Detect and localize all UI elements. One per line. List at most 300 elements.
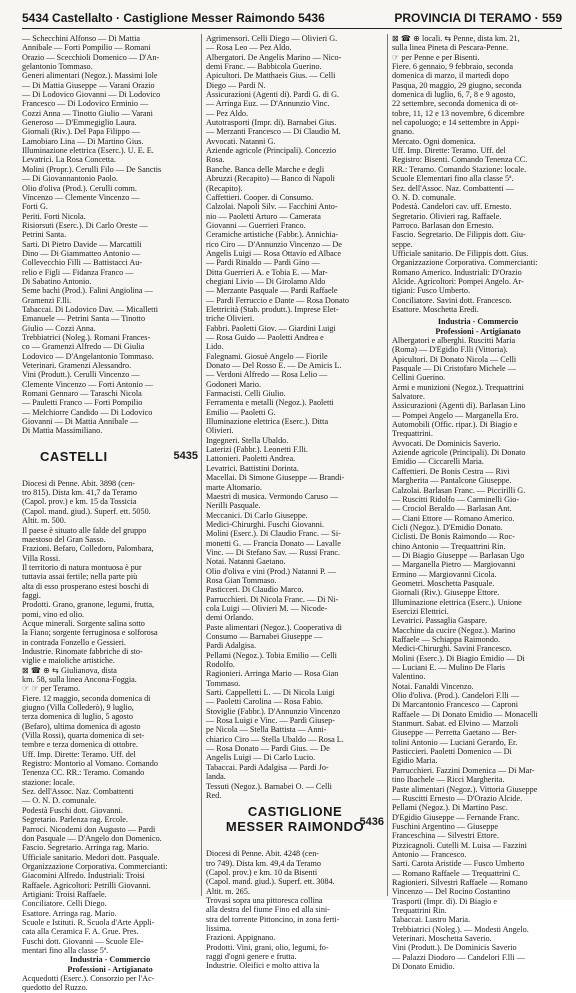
text-line: Di Mattia Massimiliano. bbox=[22, 426, 103, 436]
text-line: Romani Gennaro — Taraschi Nicola bbox=[22, 389, 142, 399]
text-line: RR.: Teramo. Comando Stazione: locale. bbox=[392, 164, 527, 174]
text-line: Fuschini Argentino — Giuseppe bbox=[392, 821, 499, 831]
text-line: Parrucchieri. Di Nicola Franc. — Di Ni- bbox=[206, 594, 339, 604]
text-line: Generoso — D'Emmegiglio Laura. bbox=[22, 118, 137, 128]
text-line: Altit. m. 500. bbox=[22, 516, 66, 526]
text-line: (Capol. mand. giud.). Superf. ett. 3084. bbox=[206, 877, 335, 887]
text-line: chiarico Ciro — Stella Ubaldo — Rosa L. bbox=[206, 734, 344, 744]
text-line: km. 58, sulla linea Ancona-Foggia. bbox=[22, 675, 137, 684]
text-line: Industrie. Rinomate fabbriche di sto- bbox=[22, 646, 143, 656]
banner-title: CASTELLI bbox=[40, 448, 108, 464]
text-line: Geometri. Moschetta Pasquale. bbox=[392, 578, 495, 588]
text-line: Red. bbox=[206, 790, 222, 800]
text-line: — Rosa Leo — Pez Aldo. bbox=[206, 43, 292, 53]
text-line: Banche. Banca delle Marche e degli bbox=[206, 164, 325, 174]
text-line: chegiani Livio — Di Girolamo Aldo bbox=[206, 276, 326, 286]
text-line: — Crociol Beraldo — Barlasan Ant. bbox=[392, 504, 512, 514]
castelli-listings bbox=[22, 974, 198, 993]
text-line: Petrini Santa. bbox=[22, 230, 67, 240]
text-line: Francesco — Di Lodovico Erminio — bbox=[22, 99, 149, 109]
text-line: Automobili (Offic. ripar.). Di Biagio e bbox=[392, 420, 518, 430]
header-title: 5434 Castellalto · Castiglione Messer Raimondo 5436 bbox=[22, 11, 325, 25]
text-line: — Rosa Donato — Pardi Gius. — De bbox=[206, 744, 330, 754]
text-line: nio — Paoletti Arturo — Camerata bbox=[206, 211, 321, 221]
text-line: co — Gramenzi Alfredo — Di Giulia bbox=[22, 342, 145, 352]
text-line: Notai. Natanni Gaetano. bbox=[206, 557, 286, 567]
text-line: Giuseppe — Perretta Gaetano — Ber- bbox=[392, 728, 517, 738]
text-line: Raffaele. Agricoltori: Petrilli Giovanni. bbox=[22, 880, 151, 890]
text-line: Ceramiche artistiche (Fabbr.). Annichia- bbox=[206, 230, 339, 240]
text-line: seppe. bbox=[392, 239, 413, 249]
text-line: Olio d'oliva. (Prod.). Candelori F.lli — bbox=[392, 691, 520, 701]
text-line: Di Sabatino Antonio. bbox=[22, 276, 92, 286]
text-line: Giulio — Cozzi Anna. bbox=[22, 323, 96, 333]
text-line: giugno (Villa Collederò), 9 luglio, bbox=[22, 703, 134, 713]
text-line: — Pompei Angelo — Marganella Ero. bbox=[392, 410, 519, 420]
text-line: Il paese è situato alle falde del gruppo bbox=[22, 525, 147, 535]
text-line: la Fiano; sorgente ferruginosa e solforosa bbox=[22, 628, 158, 638]
text-line: Macellai. Di Simone Giuseppe — Brandi- bbox=[206, 473, 345, 483]
text-line: Ingegneri. Stella Ubaldo. bbox=[206, 435, 289, 445]
text-line: Pellami (Negoz.). Tobia Emilio — Celli bbox=[206, 650, 337, 660]
text-line: — Pardi Ferruccio e Dante — Rosa Donato bbox=[206, 295, 350, 305]
column-left bbox=[22, 34, 198, 993]
text-line: Veterinari. Moschetta Saverio. bbox=[392, 934, 492, 943]
text-line: Di Marcantonio Francesco — Caproni bbox=[392, 700, 518, 710]
text-line: viglie e maioliche artistiche. bbox=[22, 656, 115, 666]
text-line: Pasticceri. Di Claudio Marco. bbox=[206, 585, 304, 595]
text-line: — Ruscitti Ernesto — D'Orazio Alcide. bbox=[392, 793, 523, 803]
castiglione-entry bbox=[206, 849, 384, 970]
text-line: tro 749). Dista km. 49,4 da Teramo bbox=[206, 858, 322, 868]
text-line: Illuminazione elettrica (Eserc.). Ditta bbox=[206, 417, 329, 427]
text-line: Diego — Pardi N. bbox=[206, 80, 266, 90]
running-header bbox=[22, 10, 562, 29]
text-line: Farmacisti. Celli Giulio. bbox=[206, 389, 286, 399]
text-line: Meccanici. Di Carlo Giuseppe. bbox=[206, 510, 308, 520]
text-line: Fascio. Segretario. De Filippis dott. Giu- bbox=[392, 230, 526, 240]
text-line: ⊠ ☎ ⊕ locali. ⇆ Penne, dista km. 21, bbox=[392, 34, 520, 43]
text-line: Ufficiale sanitario. De Filippis dott. Gius. bbox=[392, 248, 529, 258]
text-line: Sarti. Carota Aristide — Fusco Umberto bbox=[392, 859, 525, 869]
text-line: Giornali (Riv.). Del Papa Filippo — bbox=[22, 127, 140, 137]
text-line: Scuole e Istituti. R. Scuola d'Arte Appli- bbox=[22, 917, 155, 927]
text-line: Tabaccai. Di Lodovico Dav. — Micalletti bbox=[22, 304, 158, 314]
text-line: Fascio. Segretario. Arringa rag. Mario. bbox=[22, 843, 149, 853]
banner-title: CASTIGLIONE bbox=[247, 804, 343, 820]
text-line: — Schecchini Alfonso — Di Mattia bbox=[22, 34, 141, 43]
column-right bbox=[392, 34, 564, 972]
text-line: Calzolai. Napoli Silv. — Facchini Anto- bbox=[206, 202, 338, 212]
text-line: Giovanni — Guerrieri Franco. bbox=[206, 220, 306, 230]
text-line: Caffettieri. De Bonis Cestra — Rivi bbox=[392, 466, 510, 476]
text-line: — Melchiorre Candido — Di Lodovico bbox=[22, 407, 153, 417]
text-line: Segretario. Olivieri rag. Raffaele. bbox=[392, 211, 502, 221]
text-line: — Di Biagio Giuseppe — Barlasan Ugo bbox=[392, 550, 525, 560]
text-line: alla destra del fiume Fino ed alla sini- bbox=[206, 905, 330, 915]
text-line: Prodotti. Vini, grani, olio, legumi, fo- bbox=[206, 942, 329, 952]
text-line: Elettricità (Stab. produtt.). Imprese Elet- bbox=[206, 304, 339, 314]
text-line: Trebbiatrici (Noleg.). Romani Frances- bbox=[22, 333, 151, 342]
section-banner-castelli bbox=[22, 440, 198, 474]
text-line: (Capol. prov.) e km. 15 da Tossicia bbox=[22, 497, 137, 507]
text-line: Medici-Chirurghi. Savini Francesco. bbox=[392, 644, 512, 654]
text-line: Segretario. Parlenza rag. Ercole. bbox=[22, 815, 128, 825]
text-line: Vini (Produtt.). Cerulli Vincenzo — bbox=[22, 370, 140, 380]
text-line: Lido. bbox=[206, 342, 224, 352]
text-line: Olivieri. bbox=[206, 426, 234, 436]
text-line: Diocesi di Penne. Abit. 4248 (cen- bbox=[206, 849, 320, 859]
text-line: — Marganella Pietro — Margiovanni bbox=[392, 560, 516, 570]
text-line: Emilio — Paoletti G. bbox=[206, 407, 276, 417]
text-line: alta di esso prosperano estesi boschi di bbox=[22, 581, 149, 591]
text-line: Margherita — Pantalcone Giuseppe. bbox=[392, 476, 512, 486]
text-line: Franceschina — Silvestri Ettore. bbox=[392, 831, 499, 841]
text-line: Macchine da cucire (Negoz.). Marino bbox=[392, 625, 516, 635]
text-line: Laterizi (Fabbr.). Leonetti F.lli. bbox=[206, 445, 308, 455]
castelli-listings-continued bbox=[206, 34, 384, 800]
text-line: Levatrici. Passaglia Gaspare. bbox=[392, 616, 488, 626]
text-line: (Roma) — D'Egidio F.lli (Vittoria). bbox=[392, 345, 508, 355]
subsection-heading: Industria - Commercio bbox=[69, 955, 151, 965]
text-line: cata alla Ceramica F. A. Grue. Pres. bbox=[22, 927, 139, 937]
text-line: tobre, 11, 12 e 13 novembre, 6 dicembre bbox=[392, 108, 525, 118]
text-line: Artigiani: Troisi Raffaele. bbox=[22, 889, 107, 899]
text-line: Alcide. Agricoltori: Pompei Angelo. Ar- bbox=[392, 276, 524, 286]
subsection-heading: Industria - Commercio bbox=[437, 317, 519, 327]
text-line: (Capol. mand. giud.). Superf. ett. 5050. bbox=[22, 506, 151, 516]
text-line: chino Antonio — Trequattrini Rin. bbox=[392, 541, 506, 551]
text-line: Aziende agricole (Principali). Concezio bbox=[206, 146, 337, 156]
text-line: — Merzanti Francesco — Di Claudio M. bbox=[206, 127, 341, 137]
text-line: Cicli (Negoz.). D'Emidio Donato. bbox=[392, 522, 503, 532]
text-line: — Di Lodovico Giovanni — Di Lodovico bbox=[22, 90, 161, 100]
text-line: sulla linea Pineta di Pescara-Penne. bbox=[392, 43, 509, 53]
text-line: Registro: Montorio al Vomano. Comando bbox=[22, 759, 158, 769]
text-line: Lattonieri. Paoletti Andrea. bbox=[206, 454, 296, 464]
text-line: Ferramenta e metalli (Negoz.). Paoletti bbox=[206, 398, 334, 408]
text-line: ☞ ☞ per Teramo. bbox=[22, 684, 81, 694]
text-line: Aziende agricole (Principali). Di Donato bbox=[392, 448, 526, 458]
text-line: — Pauletti Franco — Forti Pompilio bbox=[22, 398, 143, 408]
header-province-name: PROVINCIA DI TERAMO bbox=[394, 11, 532, 25]
text-line: Podestà. Candelori cav. uff. Ernesto. bbox=[392, 202, 512, 212]
text-line: (Villa Rossi), quarta domenica di set- bbox=[22, 731, 145, 741]
text-line: Agrimensori. Celli Diego — Olivieri G. bbox=[206, 34, 338, 43]
text-line: Trequattrini. bbox=[392, 429, 433, 439]
column-middle bbox=[206, 34, 384, 971]
text-line: Pizzicagnoli. Cutelli M. Luisa — Fazzini bbox=[392, 840, 527, 850]
text-line: Mercato. Ogni domenica. bbox=[392, 136, 476, 146]
text-line: Gramenzi F.lli. bbox=[22, 295, 72, 305]
text-line: Caffettieri. Cooper. di Consumo. bbox=[206, 192, 314, 202]
text-line: pe Nicola — Stella Battista — Anni- bbox=[206, 725, 327, 735]
text-line: — Ruscitti Ridolfo — Carminelli Gio- bbox=[392, 494, 520, 504]
text-line: raggi d'ogni genere e frutta. bbox=[206, 951, 297, 961]
text-line: — Di Mattia Giuseppe — Varani Orazio bbox=[22, 80, 155, 90]
text-line: Pasquale — Di Cristofaro Michele — bbox=[392, 364, 516, 374]
text-line: Acque minerali. Sorgente salina sotto bbox=[22, 618, 145, 628]
text-line: Angelis Luigi — Di Carlo Lucio. bbox=[206, 753, 316, 763]
text-line: Falegnami. Giosuè Angelo — Fiorile bbox=[206, 351, 328, 361]
text-line: Registro: Bisenti. Comando Tenenza CC. bbox=[392, 155, 528, 165]
text-line: nel capoluogo; e 14 settembre in Appi- bbox=[392, 118, 520, 128]
text-line: Maestri di musica. Vermondo Caruso — bbox=[206, 491, 339, 501]
text-line: — Di Giovannantonio Paolo. bbox=[22, 174, 118, 184]
text-line: demi Orlando. bbox=[206, 613, 254, 623]
text-line: Il territorio di natura montuosa è pur bbox=[22, 562, 142, 572]
text-line: Industrie. Oleifici e molto attiva la bbox=[206, 961, 320, 971]
text-line: — Palazzi Diodoro — Candelori F.lli — bbox=[392, 952, 525, 962]
text-line: tigiani: Fusco Umberto. bbox=[392, 286, 471, 296]
banner-title: MESSER RAIMONDO bbox=[225, 819, 365, 835]
text-line: Trebbiatrici (Noleg.). — Modesti Angelo. bbox=[392, 924, 529, 934]
text-line: Trequattrini Rin. bbox=[392, 905, 447, 915]
text-line: Valentino. bbox=[392, 672, 426, 682]
text-line: Giornali (Riv.). Giuseppe Ettore. bbox=[392, 588, 500, 598]
text-line: Ciclisti. De Bonis Raimondo — Roc- bbox=[392, 532, 515, 542]
text-line: Olio d'oliva (Prod.). Cerulli comm. bbox=[22, 183, 137, 193]
text-line: — Ciani Ettore — Romano Americo. bbox=[392, 513, 515, 523]
text-line: Giovanni — Di Mattia Annibale — bbox=[22, 417, 139, 427]
column-divider bbox=[387, 34, 388, 896]
text-line: Sarti. Di Pietro Davide — Marcattili bbox=[22, 239, 142, 249]
text-line: Rodolfo. bbox=[206, 660, 235, 670]
text-line: Generi alimentari (Negoz.). Massimi Iole bbox=[22, 71, 158, 81]
text-line: lissima. bbox=[206, 923, 232, 933]
text-line: gelantonio Tommaso. bbox=[22, 62, 93, 72]
text-line: Egidio Maria. bbox=[392, 756, 438, 766]
text-line: stra del torrente Pittoncino, in zona ferti- bbox=[206, 914, 340, 924]
text-line: Pellami (Negoz.). Di Martino Pasc. bbox=[392, 803, 508, 813]
text-line: Cozzi Anna — Tinotto Giulio — Varani bbox=[22, 108, 153, 118]
text-line: — O. N. D. comunale. bbox=[22, 796, 97, 806]
text-line: Apicultori. De Matthaeis Gius. — Celli bbox=[206, 71, 336, 81]
text-line: (Recapito). bbox=[206, 183, 243, 193]
text-line: Antonio — Francesco. bbox=[392, 849, 467, 859]
text-line: triche Olivieri. bbox=[206, 314, 255, 324]
text-line: monetti G. — Francia Donato — Lavalle bbox=[206, 538, 341, 548]
text-line: relio e Figli — Fidanza Franco — bbox=[22, 267, 134, 277]
text-line: Apicultori. Di Donato Nicola — Celli bbox=[392, 354, 517, 364]
text-line: — Merzante Pasquale — Pardi Raffaele bbox=[206, 286, 338, 296]
text-line: tino Ibachele — Ricci Margherita. bbox=[392, 775, 505, 785]
text-line: Uff. Imp. Dirette: Teramo. Uff. del bbox=[22, 749, 136, 759]
text-line: Altit. m. 265. bbox=[206, 886, 250, 896]
text-line: Nerilli Pasquale. bbox=[206, 501, 261, 511]
text-line: Assicurazioni (Agenti di). Barlasan Lino bbox=[392, 401, 526, 411]
text-line: Raffaele — Schiappa Raimondo. bbox=[392, 635, 501, 644]
banner-number: 5435 bbox=[173, 449, 198, 462]
banner-number: 5436 bbox=[359, 816, 384, 829]
text-line: Collevecchio Filli — Battistacci Au- bbox=[22, 258, 143, 268]
text-line: tuttavia assai fertile; nella parte più bbox=[22, 572, 138, 582]
text-line: Conciliatore. Celli Diego. bbox=[22, 899, 107, 909]
text-line: Vincenzo — Del Rocino Costantino bbox=[392, 887, 511, 897]
text-line: Seme bachi (Prod.). Falini Angiolina — bbox=[22, 286, 153, 296]
text-line: don Pasquale — D'Angelo don Domenico. bbox=[22, 833, 162, 843]
text-line: tembre e terza domenica di ottobre. bbox=[22, 740, 138, 750]
text-line: Giacomini Alfredo. Industriali: Troisi bbox=[22, 871, 145, 881]
text-line: (Capol. prov.) e km. 10 da Bisenti bbox=[206, 867, 318, 877]
text-line: — Pez Aldo. bbox=[206, 108, 249, 118]
text-line: Organizzazione Corporativa. Commercianti: bbox=[392, 258, 538, 268]
text-line: Podestà Fuschi dott. Giovanni. bbox=[22, 805, 123, 815]
text-line: — Arringa Euz. — D'Annunzio Vinc. bbox=[206, 99, 330, 109]
text-line: Consumo — Barnabei Giuseppe — bbox=[206, 632, 323, 641]
text-line: Trasporti (Impr. di). Di Biagio e bbox=[392, 896, 497, 906]
text-line: mentari fino alla classe 5ª. bbox=[22, 945, 109, 955]
text-line: Raffaele — Di Donato Emidio — Monacelli bbox=[392, 709, 538, 719]
text-line: Di Donato Emidio. bbox=[392, 962, 455, 972]
text-line: domenica di luglio, 6, 7, 8 e 9 agosto, bbox=[392, 90, 516, 100]
text-line: Pasqua, 20 maggio, 29 giugno, seconda bbox=[392, 80, 522, 90]
text-line: Parrucchieri. Fazzini Domenica — Di Mar- bbox=[392, 765, 535, 775]
text-line: Molini (Eserc.). Di Claudio Franc. — Si- bbox=[206, 529, 341, 539]
castiglione-listings bbox=[392, 336, 564, 971]
text-line: quedotto del Ruzzo. bbox=[22, 983, 88, 993]
text-line: Ragionieri. Arringa Mario — Rosa Gian bbox=[206, 669, 339, 679]
text-line: Salvatore. bbox=[392, 392, 425, 402]
text-line: Trovasi sopra una pittoresca collina bbox=[206, 895, 323, 905]
text-line: Uff. Imp. Dirette: Teramo. Uff. del bbox=[392, 146, 506, 156]
text-line: Frazioni. Appignano. bbox=[206, 933, 276, 943]
text-line: Donato — Del Rosso E. — De Amicis L. bbox=[206, 361, 342, 371]
text-line: Sez. dell'Assoc. Naz. Combattenti bbox=[22, 787, 134, 797]
text-line: terza domenica di luglio, 5 agosto bbox=[22, 712, 133, 722]
text-line: landa. bbox=[206, 772, 226, 782]
text-line: rico Ciro — D'Annunzio Vincenzo — De bbox=[206, 239, 342, 249]
text-line: Fabbri. Paoletti Giov. — Giardini Luigi bbox=[206, 323, 336, 333]
text-line: D'Egidio Giuseppe — Fernande Franc. bbox=[392, 812, 520, 822]
text-line: Esattore. Arringa rag. Mario. bbox=[22, 908, 117, 918]
text-line: Ragionieri. Silvestri Raffaele — Romano bbox=[392, 877, 528, 887]
text-line: Esercizi Elettrici. bbox=[392, 606, 449, 616]
text-line: Rosa Gian Tommaso. bbox=[206, 575, 277, 585]
text-line: Sarti. Cappelletti L. — Di Nicola Luigi bbox=[206, 688, 335, 698]
text-line: Autotrasporti (Impr. di). Barnabei Gius. bbox=[206, 118, 337, 128]
text-line: Abruzzi (Recapito) — Banco di Napoli bbox=[206, 174, 335, 184]
text-line: stazione: locale. bbox=[22, 777, 75, 787]
text-line: Vincenzo — Clemente Vincenzo — bbox=[22, 192, 140, 202]
text-line: 22 settembre, seconda domenica di ot- bbox=[392, 99, 518, 109]
text-line: Rosa. bbox=[206, 155, 225, 165]
text-line: Medici-Chirurghi. Fuschi Giovanni. bbox=[206, 519, 325, 529]
text-line: Calzolai. Barlasan Franc. — Piccirilli G. bbox=[392, 485, 526, 495]
text-line: Illuminazione elettrica (Eserc.). U. E. E. bbox=[22, 146, 154, 156]
castellalto-continuation bbox=[22, 34, 198, 436]
text-line: Olio d'oliva e vini (Prod.) Natanni P. — bbox=[206, 566, 336, 576]
text-line: Veterinari. Gramenzi Alessandro. bbox=[22, 361, 132, 371]
text-line: (Befaro), ultima domenica di agosto bbox=[22, 721, 141, 731]
text-line: Godoneri Mario. bbox=[206, 379, 262, 389]
column-divider bbox=[201, 34, 202, 896]
text-line: — Luciani E. — Mulino De Flaris bbox=[392, 663, 506, 673]
text-line: tolini Antonio — Luciani Gerardo, Er. bbox=[392, 737, 518, 747]
text-line: Fuschi dott. Giovanni — Scuole Ele- bbox=[22, 936, 144, 946]
text-line: Dino — Di Giammatteo Antonio — bbox=[22, 248, 141, 258]
text-line: in contrada Fonzello e Gessieri. bbox=[22, 637, 126, 647]
castelli-entry bbox=[22, 479, 198, 956]
text-line: Ufficiale sanitario. Medori dott. Pasquale. bbox=[22, 852, 160, 862]
text-line: Emidio — Ciccarelli Maria. bbox=[392, 457, 484, 467]
castiglione-entry-continued bbox=[392, 34, 564, 314]
text-line: Ermino — Margiovanni Cicola. bbox=[392, 569, 497, 579]
text-line: marte Altomario. bbox=[206, 482, 262, 492]
text-line: Orazio — Scecchioli Domenico — D'An- bbox=[22, 52, 160, 62]
text-line: Vini (Produtt.). De Dominicis Saverio bbox=[392, 943, 517, 953]
text-line: Molini (Propr.). Cerulli Filo — De Sanctis bbox=[22, 164, 162, 174]
text-line: Forti G. bbox=[22, 202, 48, 212]
section-banner-castiglione bbox=[206, 804, 384, 844]
text-line: — Romano Raffaele — Trequattrini C. bbox=[392, 868, 521, 878]
text-line: Fiere. 12 maggio, seconda domenica di bbox=[22, 693, 151, 703]
text-line: Illuminazione elettrica (Eserc.). Unione bbox=[392, 597, 522, 607]
subsection-heading: Professioni - Artigianato bbox=[67, 964, 153, 974]
text-line: Stoviglie (Fabbr.). D'Annunzio Vincenzo bbox=[206, 706, 341, 716]
text-line: Emanuele — Petrini Santa — Tinotto bbox=[22, 314, 146, 324]
text-line: Frazioni. Befaro, Colledoro, Palombara, bbox=[22, 544, 154, 554]
text-line: Paste alimentari (Negoz.). Cooperativa di bbox=[206, 622, 342, 632]
text-line: Tessuti (Negoz.). Barnabei O. — Celli bbox=[206, 781, 332, 791]
text-line: gnano. bbox=[392, 127, 415, 137]
text-line: — Rosa Guido — Paoletti Andrea e bbox=[206, 333, 324, 342]
text-line: — Rosa Luigi e Vinc. — Pardi Giusep- bbox=[206, 716, 335, 726]
text-line: Scuole Elementari fino alla classe 5ª. bbox=[392, 174, 514, 184]
text-line: Avvocati. De Dominicis Saverio. bbox=[392, 438, 501, 448]
text-line: Parroci. Nicodemi don Augusto — Pardi bbox=[22, 824, 156, 834]
text-line: Risiorsuti (Eserc.). Di Carlo Oreste — bbox=[22, 220, 148, 230]
text-line: Annibale — Forti Pompilio — Romani bbox=[22, 43, 151, 53]
text-line: pomi, vino ed olio. bbox=[22, 609, 85, 619]
text-line: domenica di marzo, il martedì dopo bbox=[392, 71, 509, 81]
text-line: Angelis Luigi — Rosa Ottavio ed Albace bbox=[206, 248, 342, 258]
text-line: Pardi Adalgisa. bbox=[206, 641, 257, 651]
text-line: Molini (Eserc.). Di Biagio Emidio — Di bbox=[392, 653, 525, 663]
text-line: Cellini Guerino. bbox=[392, 373, 446, 383]
text-line: Lodovico — D'Angelantonio Tommaso. bbox=[22, 351, 154, 361]
text-line: Acquedotti (Eserc.). Consorzio per l'Ac- bbox=[22, 974, 155, 983]
text-line: Fiere. 6 gennaio, 9 febbraio, seconda bbox=[392, 62, 513, 72]
text-line: Notai. Fanaldi Vincenzo. bbox=[392, 681, 474, 691]
text-line: maestoso del Gran Sasso. bbox=[22, 534, 106, 544]
subsection-heading: Professioni - Artigianato bbox=[435, 326, 521, 336]
text-line: Stanmurt. Sabat. ed Elvino — Marzoli bbox=[392, 719, 519, 729]
text-line: demi Franc. — Babbicola Guerino. bbox=[206, 62, 322, 72]
text-line: Pasticcieri. Paoletti Domenico — Di bbox=[392, 747, 512, 757]
text-line: Conciliatore. Savini dott. Francesco. bbox=[392, 295, 512, 305]
text-line: Diocesi di Penne. Abit. 3898 (cen- bbox=[22, 478, 136, 488]
text-line: Tenenza CC. RR.: Teramo. Comando bbox=[22, 768, 145, 778]
text-line: Prodotti. Grano, granone, legumi, frutta, bbox=[22, 600, 155, 610]
text-line: — Pardi Rinaldo — Pardi Gino — bbox=[206, 258, 320, 268]
text-line: Levatrici. La Rosa Concetta. bbox=[22, 155, 116, 165]
text-line: faggi. bbox=[22, 590, 41, 600]
header-province bbox=[394, 11, 562, 25]
text-line: Albergatori. De Angelis Marino — Nico- bbox=[206, 52, 342, 62]
text-line: Armi e munizioni (Negoz.). Trequattrini bbox=[392, 382, 524, 392]
text-line: ☞ per Penne e per Bisenti. bbox=[392, 52, 480, 62]
text-line: Lamobiaro Lina — Di Martino Gius. bbox=[22, 136, 144, 146]
text-line: Tabaccai. Pardi Adalgisa — Pardi Jo- bbox=[206, 762, 329, 772]
text-line: Esattore. Moschetta Eredi. bbox=[392, 304, 479, 314]
text-line: Assicurazioni (Agenti di). Pardi G. di G. bbox=[206, 90, 340, 100]
text-line: tro 815). Dista km. 41,7 da Teramo bbox=[22, 488, 138, 498]
text-line: Organizzazione Corporativa. Commercianti: bbox=[22, 861, 168, 871]
text-line: Paste alimentari (Negoz.). Vittoria Giuseppe bbox=[392, 784, 538, 794]
text-line: O. N. D. comunale. bbox=[392, 192, 456, 202]
text-line: Periti. Forti Nicola. bbox=[22, 211, 86, 221]
